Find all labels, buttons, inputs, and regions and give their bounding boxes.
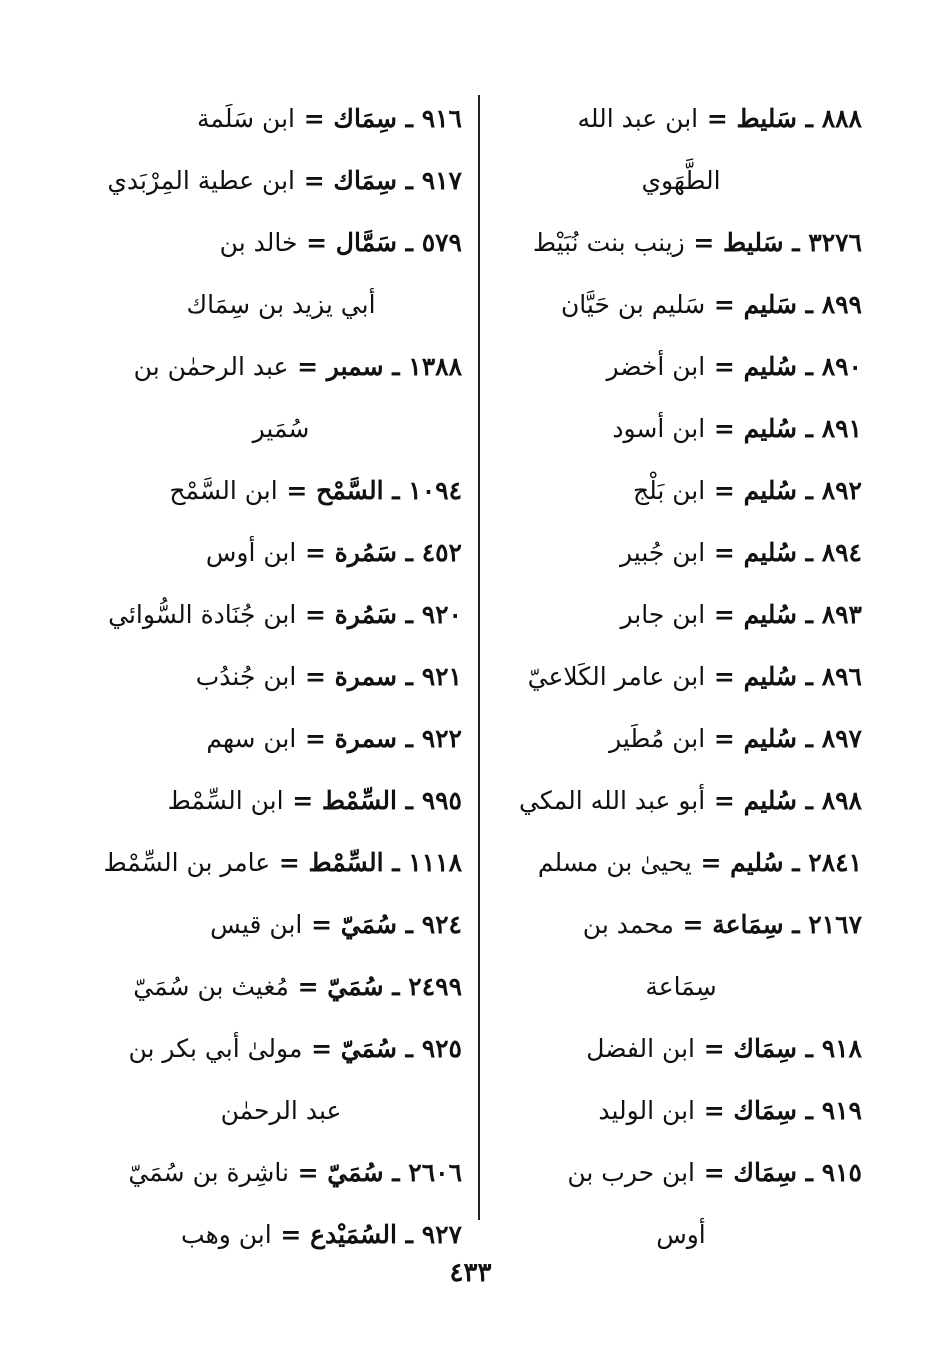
entry-dash: ـ <box>396 1220 422 1249</box>
entry-dash: ـ <box>396 104 422 133</box>
entry-number: ٩١٧ <box>421 166 462 195</box>
entry-dash: ـ <box>796 786 822 815</box>
index-entry <box>100 1142 462 1204</box>
entry-dash: ـ <box>396 600 422 629</box>
entry-name: سَمُرة <box>334 600 397 629</box>
entry-name: سِمَاك <box>333 104 397 133</box>
index-entry <box>500 646 862 708</box>
entry-number: ٢٤٩٩ <box>408 972 462 1001</box>
index-entry <box>100 1204 462 1266</box>
entry-dash: ـ <box>396 538 422 567</box>
column-divider <box>478 95 480 1220</box>
index-entry <box>100 336 462 460</box>
entry-equals: = <box>698 104 737 133</box>
index-entry <box>500 894 862 1018</box>
entry-reference: ابن جابر <box>620 600 706 629</box>
entry-dash: ـ <box>796 414 822 443</box>
entry-equals: = <box>277 476 317 505</box>
entry-reference: محمد بن <box>582 910 674 939</box>
entry-equals: = <box>673 910 713 939</box>
index-entry <box>500 274 862 336</box>
index-entry <box>100 460 462 522</box>
index-entry <box>100 956 462 1018</box>
entry-name: سُليم <box>743 662 797 691</box>
index-entry <box>500 1142 862 1266</box>
index-entry <box>500 212 862 274</box>
entry-name: السَّمْح <box>316 476 384 505</box>
entry-number: ٨٩١ <box>821 414 862 443</box>
entry-number: ٩١٦ <box>421 104 462 133</box>
index-entry <box>100 212 462 336</box>
entry-dash: ـ <box>783 848 809 877</box>
left-column <box>100 88 462 1266</box>
entry-name: سِمَاك <box>333 166 397 195</box>
index-entry <box>500 460 862 522</box>
entry-dash: ـ <box>396 166 422 195</box>
index-entry <box>100 584 462 646</box>
entry-number: ٨٩٠ <box>821 352 862 381</box>
right-column <box>500 88 862 1266</box>
index-entry <box>500 832 862 894</box>
entry-equals: = <box>302 910 341 939</box>
entry-equals: = <box>283 786 322 815</box>
entry-reference: ابن عطية المِرْبَدي <box>107 166 295 195</box>
entry-reference: ابن عامر الكَلاعيّ <box>527 662 706 691</box>
entry-equals: = <box>288 352 327 381</box>
entry-number: ٤٥٢ <box>421 538 462 567</box>
entry-continuation: الطَّهَوي <box>641 166 721 195</box>
entry-reference: ابن أسود <box>612 414 706 443</box>
entry-dash: ـ <box>396 228 422 257</box>
index-entry <box>100 150 462 212</box>
entry-reference: عبد الرحمٰن بن <box>133 352 289 381</box>
entry-dash: ـ <box>796 104 822 133</box>
entry-number: ٥٧٩ <box>421 228 462 257</box>
entry-reference: عامر بن السِّمْط <box>103 848 271 877</box>
entry-number: ٨٩٣ <box>821 600 862 629</box>
entry-reference: ابن سَلَمة <box>197 104 295 133</box>
entry-reference: ابن السِّمْط <box>167 786 284 815</box>
entry-name: سِمَاك <box>733 1158 797 1187</box>
entry-name: سُليم <box>730 848 784 877</box>
entry-equals: = <box>694 1034 734 1063</box>
entry-reference: سَليم بن حَيَّان <box>560 290 706 319</box>
entry-equals: = <box>705 786 744 815</box>
index-entry <box>500 584 862 646</box>
index-entry <box>100 522 462 584</box>
entry-reference: ابن وهب <box>181 1220 272 1249</box>
entry-equals: = <box>288 972 328 1001</box>
entry-equals: = <box>694 1096 734 1125</box>
entry-equals: = <box>705 538 744 567</box>
entry-number: ٢١٦٧ <box>808 910 862 939</box>
entry-name: سَمُرة <box>334 538 397 567</box>
entry-number: ١٣٨٨ <box>408 352 462 381</box>
entry-number: ٢٨٤١ <box>808 848 862 877</box>
entry-reference: خالد بن <box>219 228 298 257</box>
entry-continuation: عبد الرحمٰن <box>220 1096 342 1125</box>
entry-dash: ـ <box>783 228 809 257</box>
entry-name: سُليم <box>743 724 797 753</box>
index-entry <box>100 88 462 150</box>
entry-name: سُليم <box>743 786 797 815</box>
entry-equals: = <box>705 352 744 381</box>
entry-number: ٣٢٧٦ <box>808 228 862 257</box>
entry-name: سَليط <box>736 104 797 133</box>
entry-equals: = <box>691 848 731 877</box>
entry-equals: = <box>705 724 744 753</box>
index-entry <box>100 708 462 770</box>
entry-number: ٩١٥ <box>821 1158 862 1187</box>
entry-continuation: سِمَاعة <box>645 972 717 1001</box>
entry-reference: أبو عبد الله المكي <box>519 786 706 815</box>
entry-equals: = <box>296 538 335 567</box>
entry-dash: ـ <box>396 724 422 753</box>
entry-reference: ابن جُنَادة السُّوائي <box>108 600 297 629</box>
entry-name: السُمَيْدع <box>310 1220 397 1249</box>
entry-equals: = <box>694 1158 734 1187</box>
entry-dash: ـ <box>796 538 822 567</box>
entry-reference: ابن السَّمْح <box>169 476 278 505</box>
entry-equals: = <box>294 166 334 195</box>
index-entry <box>500 522 862 584</box>
entry-number: ٩٢٠ <box>421 600 462 629</box>
entry-number: ٩١٨ <box>821 1034 862 1063</box>
entry-dash: ـ <box>383 352 409 381</box>
entry-dash: ـ <box>796 600 822 629</box>
entry-reference: مولىٰ أبي بكر بن <box>128 1034 303 1063</box>
entry-number: ١٠٩٤ <box>408 476 462 505</box>
entry-reference: زينب بنت نُبَيْط <box>532 228 685 257</box>
index-entry <box>500 708 862 770</box>
entry-continuation: أبي يزيد بن سِمَاك <box>186 290 376 319</box>
entry-name: سِمَاك <box>733 1034 797 1063</box>
entry-name: سُمَيّ <box>340 910 397 939</box>
entry-equals: = <box>705 476 744 505</box>
entry-continuation: سُمَير <box>252 414 310 443</box>
entry-number: ٩٢٢ <box>421 724 462 753</box>
entry-dash: ـ <box>796 724 822 753</box>
entry-equals: = <box>296 724 335 753</box>
entry-equals: = <box>296 600 335 629</box>
index-entry <box>500 1080 862 1142</box>
entry-continuation: أوس <box>656 1220 706 1249</box>
entry-reference: ابن حرب بن <box>567 1158 695 1187</box>
entry-equals: = <box>705 290 744 319</box>
index-entry <box>500 336 862 398</box>
entry-name: السِّمْط <box>321 786 397 815</box>
entry-equals: = <box>288 1158 328 1187</box>
entry-dash: ـ <box>783 910 809 939</box>
entry-equals: = <box>705 414 744 443</box>
entry-equals: = <box>684 228 724 257</box>
entry-name: سُليم <box>743 476 797 505</box>
entry-equals: = <box>297 228 336 257</box>
entry-name: سمرة <box>334 662 397 691</box>
entry-reference: ابن سهم <box>206 724 297 753</box>
entry-name: سُمَيّ <box>327 972 384 1001</box>
entry-dash: ـ <box>383 972 409 1001</box>
entry-equals: = <box>270 848 309 877</box>
entry-dash: ـ <box>796 1034 822 1063</box>
entry-number: ٨٩٤ <box>821 538 862 567</box>
index-entry <box>500 398 862 460</box>
entry-reference: ابن جُندُب <box>195 662 297 691</box>
entry-number: ٩٢٥ <box>421 1034 462 1063</box>
entry-name: سَليم <box>743 290 797 319</box>
entry-number: ٢٦٠٦ <box>408 1158 462 1187</box>
entry-equals: = <box>271 1220 311 1249</box>
entry-dash: ـ <box>396 910 422 939</box>
entry-dash: ـ <box>796 1158 822 1187</box>
entry-name: سُمَيّ <box>327 1158 384 1187</box>
entry-reference: ابن مُطَير <box>609 724 706 753</box>
entry-number: ٨٩٦ <box>821 662 862 691</box>
entry-name: السِّمْط <box>308 848 384 877</box>
entry-number: ٨٩٧ <box>821 724 862 753</box>
entry-equals: = <box>705 662 744 691</box>
entry-name: سَمَّال <box>335 228 397 257</box>
index-entry <box>500 770 862 832</box>
entry-dash: ـ <box>796 1096 822 1125</box>
entry-name: سُمَيّ <box>340 1034 397 1063</box>
entry-number: ٩٩٥ <box>421 786 462 815</box>
entry-dash: ـ <box>796 662 822 691</box>
entry-dash: ـ <box>396 662 422 691</box>
entry-dash: ـ <box>383 848 409 877</box>
entry-name: سُليم <box>743 414 797 443</box>
index-entry <box>100 646 462 708</box>
entry-number: ٨٩٢ <box>821 476 862 505</box>
entry-dash: ـ <box>796 476 822 505</box>
entry-name: سَليط <box>723 228 784 257</box>
entry-reference: يحيىٰ بن مسلم <box>537 848 692 877</box>
entry-number: ٩٢٤ <box>421 910 462 939</box>
entry-name: سِمَاك <box>733 1096 797 1125</box>
entry-name: سُليم <box>743 600 797 629</box>
entry-number: ٩٢٧ <box>421 1220 462 1249</box>
index-entry <box>500 88 862 212</box>
index-entry <box>100 894 462 956</box>
entry-number: ٩٢١ <box>421 662 462 691</box>
entry-name: سمرة <box>334 724 397 753</box>
entry-number: ١١١٨ <box>408 848 462 877</box>
entry-equals: = <box>302 1034 341 1063</box>
entry-dash: ـ <box>383 1158 409 1187</box>
entry-reference: ابن قيس <box>210 910 303 939</box>
entry-name: سمبر <box>326 352 384 381</box>
entry-number: ٨٩٩ <box>821 290 862 319</box>
entry-equals: = <box>294 104 334 133</box>
entry-equals: = <box>705 600 744 629</box>
entry-dash: ـ <box>383 476 409 505</box>
entry-dash: ـ <box>396 786 422 815</box>
entry-number: ٨٨٨ <box>821 104 862 133</box>
entry-name: سِمَاعة <box>712 910 784 939</box>
entry-number: ٩١٩ <box>821 1096 862 1125</box>
entry-number: ٨٩٨ <box>821 786 862 815</box>
page-number: ٤٣٣ <box>449 1258 492 1288</box>
entry-name: سُليم <box>743 538 797 567</box>
entry-reference: ابن الفضل <box>586 1034 695 1063</box>
entry-reference: ابن الوليد <box>598 1096 695 1125</box>
index-entry <box>500 1018 862 1080</box>
entry-reference: ابن بَلْج <box>632 476 706 505</box>
index-entry <box>100 1018 462 1142</box>
entry-dash: ـ <box>796 290 822 319</box>
entry-reference: مُغيث بن سُمَيّ <box>133 972 289 1001</box>
entry-equals: = <box>296 662 335 691</box>
entry-reference: ابن أخضر <box>606 352 706 381</box>
index-entry <box>100 770 462 832</box>
index-entry <box>100 832 462 894</box>
entry-reference: ابن جُبير <box>619 538 706 567</box>
entry-name: سُليم <box>743 352 797 381</box>
entry-reference: ناشِرة بن سُمَيّ <box>128 1158 289 1187</box>
entry-dash: ـ <box>796 352 822 381</box>
entry-reference: ابن عبد الله <box>577 104 699 133</box>
entry-reference: ابن أوس <box>205 538 297 567</box>
entry-dash: ـ <box>396 1034 422 1063</box>
